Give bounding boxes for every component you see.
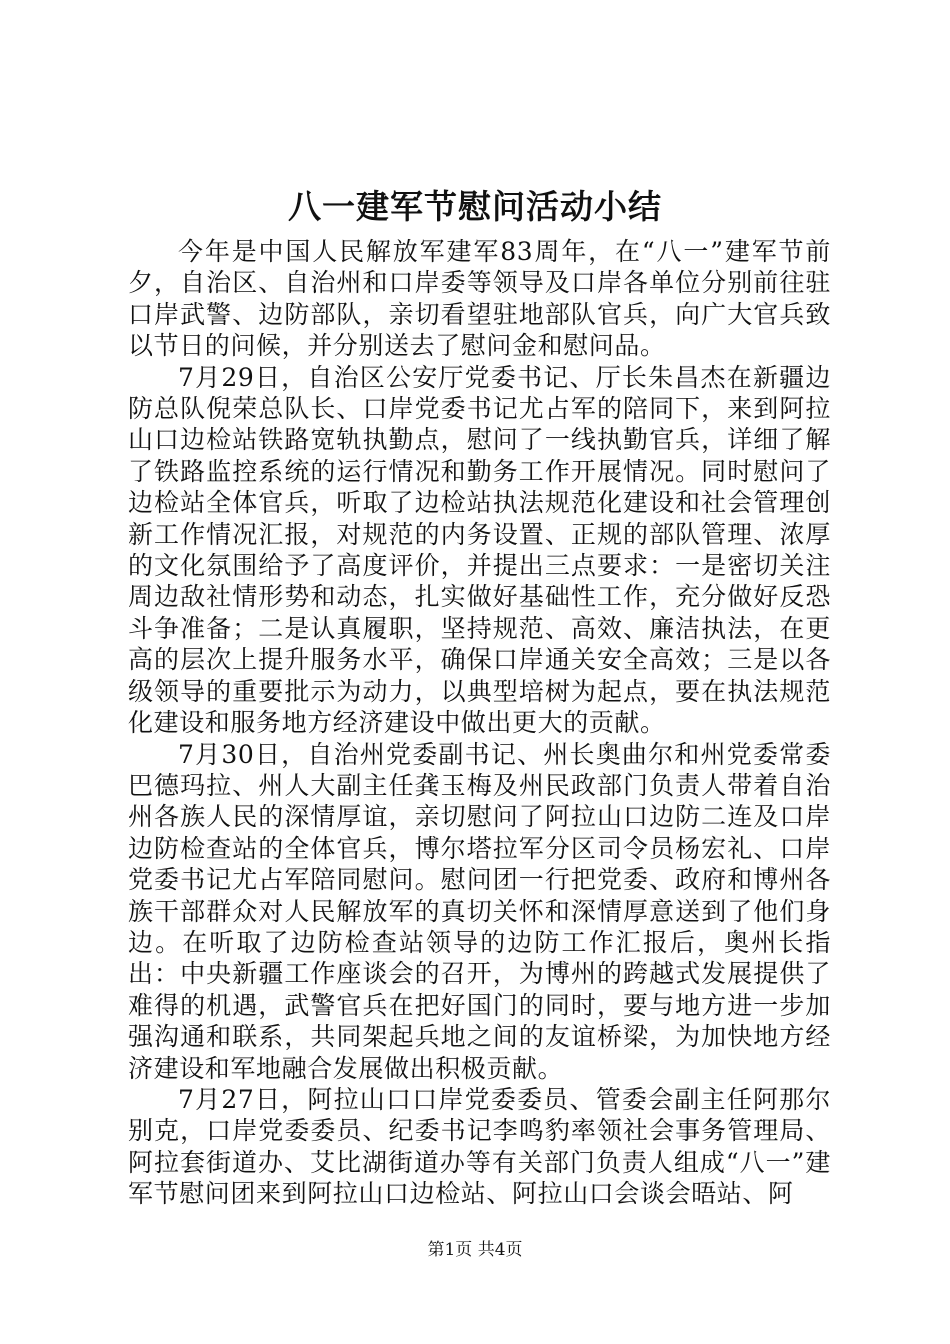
paragraph-1: 今年是中国人民解放军建军83周年，在“八一”建军节前夕，自治区、自治州和口岸委等领导及口岸各单位分别前往驻口岸武警、边防部队，亲切看望驻地部队官兵，向广大官兵致以节日的问候，并分别送去了慰问金和慰问品。 bbox=[128, 237, 831, 361]
page-number-footer: 第1页 共4页 bbox=[427, 1240, 523, 1260]
paragraph-3: 7月30日，自治州党委副书记、州长奥曲尔和州党委常委巴德玛拉、州人大副主任龚玉梅及州民政部门负责人带着自治州各族人民的深情厚谊，亲切慰问了阿拉山口边防二连及口岸边防检查站的全体官兵，博尔塔拉军分区司令员杨宏礼、口岸党委书记尤占军陪同慰问。慰问团一行把党委、政府和博州各族干部群众对人民解放军的真切关怀和深情厚意送到了他们身边。在听取了边防检查站领导的边防工作汇报后，奥州长指出：中央新疆工作座谈会的召开，为博州的跨越式发展提供了难得的机遇，武警官兵在把好国门的同时，要与地方进一步加强沟通和联系，共同架起兵地之间的友谊桥梁，为加快地方经济建设和军地融合发展做出积极贡献。 bbox=[128, 739, 831, 1083]
paragraph-2: 7月29日，自治区公安厅党委书记、厅长朱昌杰在新疆边防总队倪荣总队长、口岸党委书记尤占军的陪同下，来到阿拉山口边检站铁路宽轨执勤点，慰问了一线执勤官兵，详细了解了铁路监控系统的运行情况和勤务工作开展情况。同时慰问了边检站全体官兵，听取了边检站执法规范化建设和社会管理创新工作情况汇报，对规范的内务设置、正规的部队管理、浓厚的文化氛围给予了高度评价，并提出三点要求：一是密切关注周边敌社情形势和动态，扎实做好基础性工作，充分做好反恐斗争准备；二是认真履职，坚持规范、高效、廉洁执法，在更高的层次上提升服务水平，确保口岸通关安全高效；三是以各级领导的重要批示为动力，以典型培树为起点，要在执法规范化建设和服务地方经济建设中做出更大的贡献。 bbox=[128, 362, 831, 738]
document-body bbox=[128, 236, 831, 1210]
paragraph-4: 7月27日，阿拉山口口岸党委委员、管委会副主任阿那尔别克，口岸党委委员、纪委书记李鸣豹率领社会事务管理局、阿拉套街道办、艾比湖街道办等有关部门负责人组成“八一”建军节慰问团来到阿拉山口边检站、阿拉山口会谈会晤站、阿 bbox=[128, 1084, 831, 1209]
document-title: 八一建军节慰问活动小结 bbox=[288, 187, 662, 226]
